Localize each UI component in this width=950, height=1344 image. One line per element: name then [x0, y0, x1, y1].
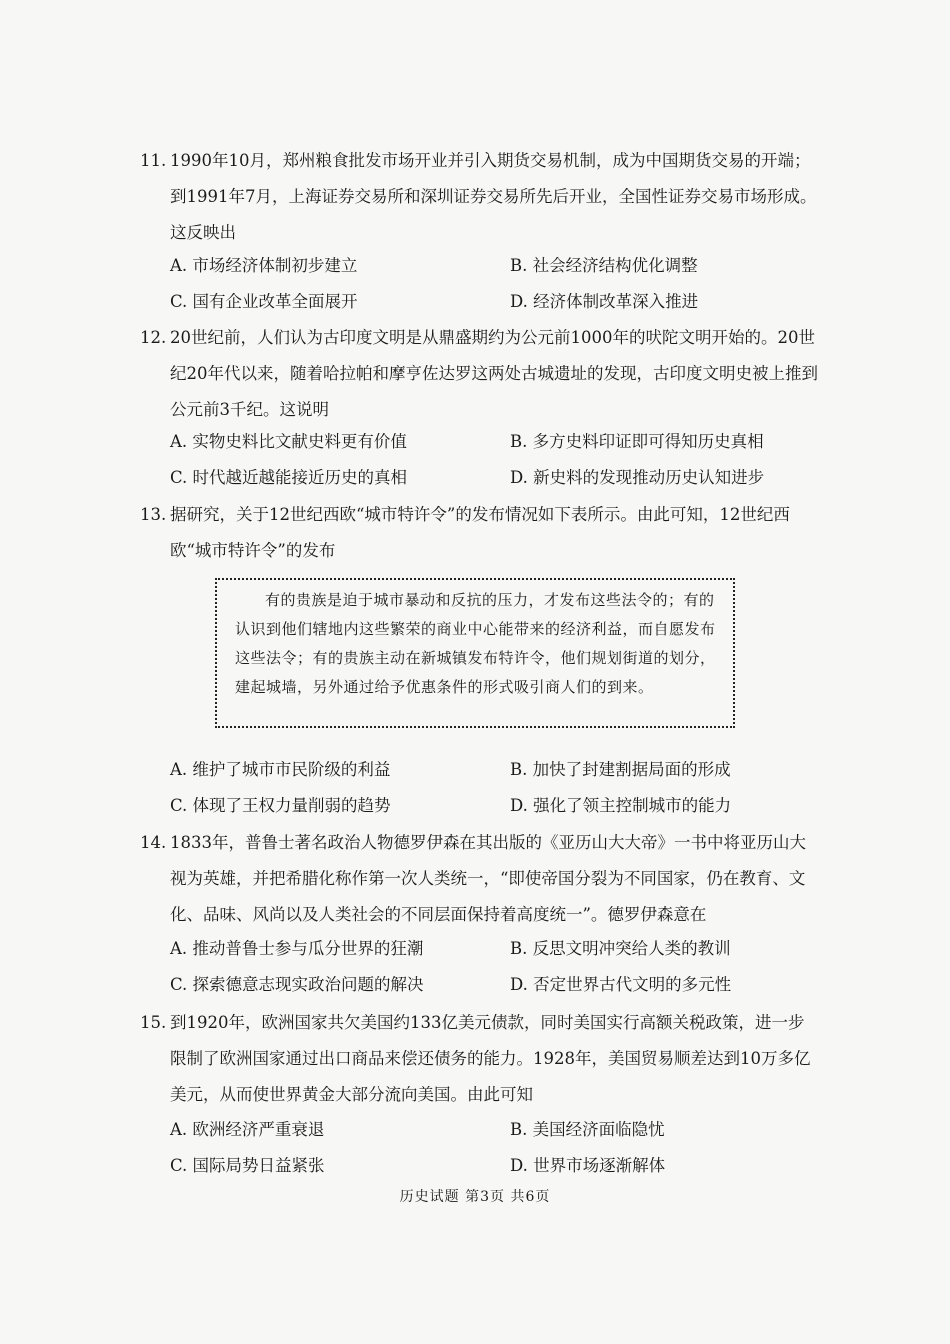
question-11 — [140, 143, 820, 251]
option-b: B. 加快了封建割据局面的形成 — [510, 760, 731, 779]
question-stem: 1990年10月，郑州粮食批发市场开业并引入期货交易机制，成为中国期货交易的开端；到1991年7月，上海证券交易所和深圳证券交易所先后开业，全国性证券交易市场形成。这反映出 — [170, 151, 817, 242]
question-number: 11. — [140, 151, 167, 170]
option-c: C. 国有企业改革全面展开 — [170, 292, 358, 311]
question-12 — [140, 320, 820, 428]
option-b: B. 美国经济面临隐忧 — [510, 1120, 665, 1139]
option-b: B. 多方史料印证即可得知历史真相 — [510, 432, 764, 451]
option-a: A. 推动普鲁士参与瓜分世界的狂潮 — [170, 939, 424, 958]
option-d: D. 强化了领主控制城市的能力 — [510, 796, 732, 815]
option-c: C. 探索德意志现实政治问题的解决 — [170, 975, 424, 994]
material-text: 有的贵族是迫于城市暴动和反抗的压力，才发布这些法令的；有的认识到他们辖地内这些繁荣的商业中心能带来的经济利益，而自愿发布这些法令；有的贵族主动在新城镇发布特许令，他们规划街道的划分，建起城墙，另外通过给予优惠条件的形式吸引商人们的到来。 — [235, 591, 716, 696]
option-c: C. 体现了王权力量削弱的趋势 — [170, 796, 391, 815]
question-number: 12. — [140, 328, 167, 347]
option-a: A. 实物史料比文献史料更有价值 — [170, 432, 407, 451]
material-box — [215, 578, 735, 728]
option-b: B. 反思文明冲突给人类的教训 — [510, 939, 731, 958]
option-a: A. 维护了城市市民阶级的利益 — [170, 760, 391, 779]
question-stem: 据研究，关于12世纪西欧“城市特许令”的发布情况如下表所示。由此可知，12世纪西欧“城市特许令”的发布 — [170, 505, 790, 560]
option-a: A. 欧洲经济严重衰退 — [170, 1120, 325, 1139]
option-c: C. 时代越近越能接近历史的真相 — [170, 468, 408, 487]
question-stem: 20世纪前，人们认为古印度文明是从鼎盛期约为公元前1000年的吠陀文明开始的。20世纪20年代以来，随着哈拉帕和摩亨佐达罗这两处古城遗址的发现，古印度文明史被上推到公元前3千纪。这说明 — [170, 328, 818, 419]
option-b: B. 社会经济结构优化调整 — [510, 256, 698, 275]
question-stem: 1833年，普鲁士著名政治人物德罗伊森在其出版的《亚历山大大帝》一书中将亚历山大视为英雄，并把希腊化称作第一次人类统一，“即使帝国分裂为不同国家，仍在教育、文化、品味、风尚以及人类社会的不同层面保持着高度统一”。德罗伊森意在 — [170, 833, 806, 924]
question-13 — [140, 497, 820, 569]
option-d: D. 新史料的发现推动历史认知进步 — [510, 468, 765, 487]
question-stem: 到1920年，欧洲国家共欠美国约133亿美元债款，同时美国实行高额关税政策，进一步限制了欧洲国家通过出口商品来偿还债务的能力。1928年，美国贸易顺差达到10万多亿美元，从而使世界黄金大部分流向美国。由此可知 — [170, 1013, 811, 1104]
question-15 — [140, 1005, 820, 1113]
question-number: 13. — [140, 505, 167, 524]
option-a: A. 市场经济体制初步建立 — [170, 256, 358, 275]
option-d: D. 世界市场逐渐解体 — [510, 1156, 666, 1175]
question-number: 15. — [140, 1013, 167, 1032]
option-c: C. 国际局势日益紧张 — [170, 1156, 325, 1175]
option-d: D. 否定世界古代文明的多元性 — [510, 975, 732, 994]
option-d: D. 经济体制改革深入推进 — [510, 292, 699, 311]
page-footer: 历史试题 第3页 共6页 — [399, 1189, 551, 1205]
question-number: 14. — [140, 833, 167, 852]
question-14 — [140, 825, 820, 933]
